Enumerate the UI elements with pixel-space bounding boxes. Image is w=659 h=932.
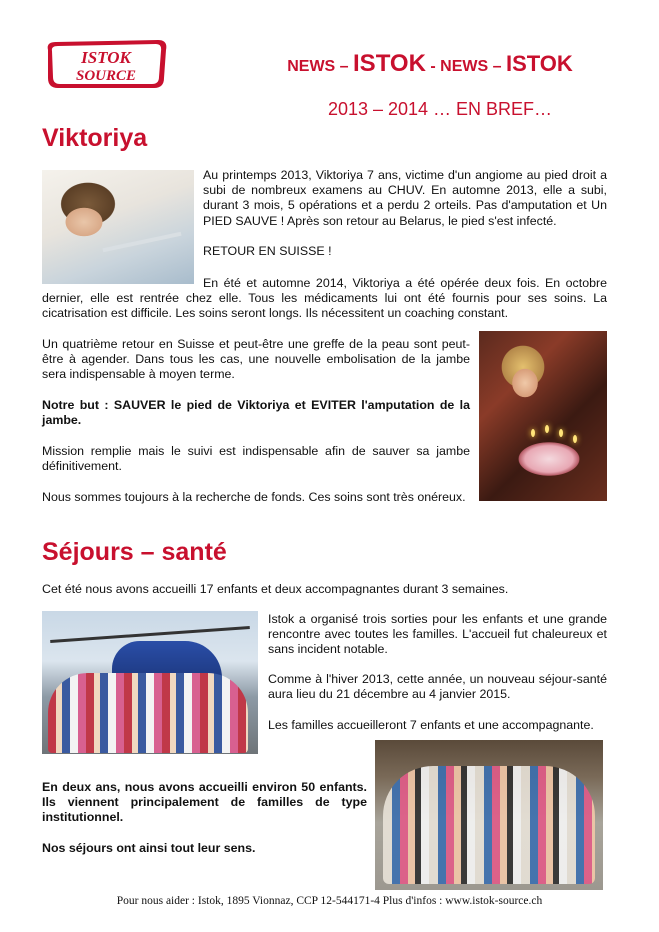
news-banner — [230, 50, 630, 78]
photo-children-group — [375, 740, 603, 890]
viktoriya-paragraph-1b: RETOUR EN SUISSE ! — [203, 244, 332, 258]
viktoriya-goal: Notre but : SAUVER le pied de Viktoriya et EVITER l'amputation de la jambe. — [42, 398, 470, 428]
istok-source-logo — [42, 36, 170, 92]
footer-contact: Pour nous aider : Istok, 1895 Vionnaz, CCP 12-544171-4 Plus d'infos : www.istok-source.ch — [116, 895, 543, 907]
section-title-viktoriya: Viktoriya — [42, 124, 148, 152]
viktoriya-paragraph-3: Un quatrième retour en Suisse et peut-être une greffe de la peau sont peut-être à agender. Dans tous les cas, une nouvelle embolisation de la jambe sera indispensable à moyen terme. — [42, 337, 470, 382]
sejours-paragraph-1: Cet été nous avons accueilli 17 enfants et deux accompagnantes durant 3 semaines. — [42, 582, 509, 596]
news-label-1: NEWS – — [287, 58, 349, 75]
logo-line-1: ISTOK — [81, 48, 131, 67]
istok-label-2: ISTOK — [505, 51, 573, 76]
sejours-paragraph-6: Nos séjours ont ainsi tout leur sens. — [42, 841, 256, 855]
logo-line-2: SOURCE — [75, 68, 137, 84]
viktoriya-paragraph-2: En été et automne 2014, Viktoriya a été opérée deux fois. En octobre dernier, elle est rentrée chez elle. Tous les médicaments lui ont été fournis pour ses soins. La cicatrisation est difficile. Les soins seront longs. Ils nécessitent un coaching constant. — [42, 276, 607, 321]
sejours-paragraph-3: Comme à l'hiver 2013, cette année, un nouveau séjour-santé aura lieu du 21 décembre au 4 janvier 2015. — [268, 672, 607, 702]
sejours-paragraph-5: En deux ans, nous avons accueilli environ 50 enfants. Ils viennent principalement de familles de type institutionnel. — [42, 780, 367, 825]
istok-label-1: ISTOK — [353, 50, 426, 77]
viktoriya-paragraph-5: Mission remplie mais le suivi est indispensable afin de sauver sa jambe définitivement. — [42, 444, 470, 474]
viktoriya-paragraph-1: Au printemps 2013, Viktoriya 7 ans, victime d'un angiome au pied droit a subi de nombreux examens au CHUV. En automne 2013, elle a subi, durant 3 mois, 5 opérations et a perdu 2 orteils. Pas d'amputation et Un PIED SAUVE ! Après son retour au Belarus, le pied s'est infecté. — [203, 168, 607, 228]
section-title-sejours: Séjours – santé — [42, 538, 227, 566]
news-label-2: - NEWS – — [430, 58, 502, 75]
photo-hospital-child — [42, 170, 194, 284]
sejours-paragraph-2: Istok a organisé trois sorties pour les enfants et une grande rencontre avec toutes les familles. L'accueil fut chaleureux et sans incident notable. — [268, 612, 607, 657]
page-subtitle: 2013 – 2014 … EN BREF… — [327, 99, 553, 119]
sejours-paragraph-4: Les familles accueilleront 7 enfants et une accompagnante. — [268, 718, 594, 732]
photo-helicopter-group — [42, 611, 258, 754]
viktoriya-paragraph-6: Nous sommes toujours à la recherche de fonds. Ces soins sont très onéreux. — [42, 490, 466, 504]
photo-birthday-cake — [479, 331, 607, 501]
